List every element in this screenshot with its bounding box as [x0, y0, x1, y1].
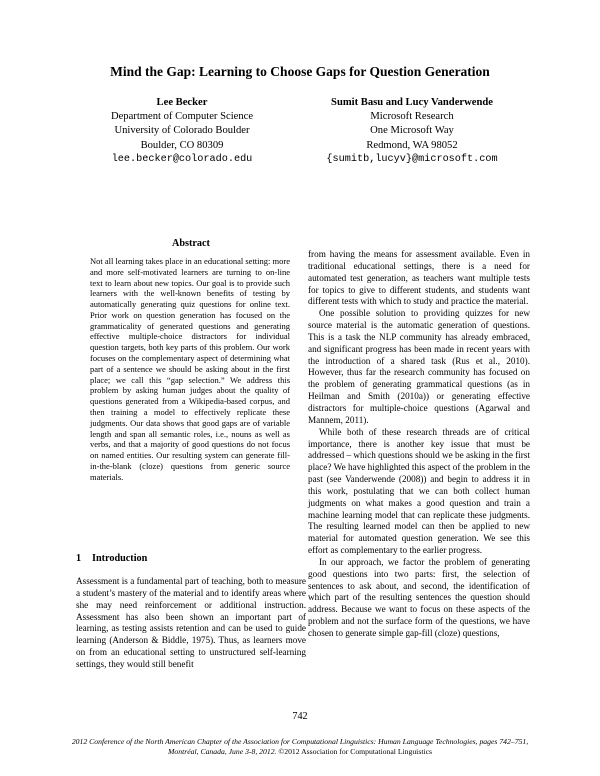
author-address: One Microsoft Way [370, 125, 454, 137]
author-name: Sumit Basu and Lucy Vanderwende [331, 97, 493, 108]
paper-title: Mind the Gap: Learning to Choose Gaps for Question Generation [110, 64, 490, 79]
author-address: Redmond, WA 98052 [366, 139, 458, 151]
paragraph: In our approach, we factor the problem of generating good questions into two parts: first, the selection of sentences to ask about, and second, the identification of which part of the resulting sentences the question should address. Because we want to focus on these aspects of the problem and not the surface form of the questions, we have chosen to generate simple gap-fill (cloze) questions, [308, 556, 530, 638]
paragraph: One possible solution to providing quizzes for new source material is the automatic generation of questions. This is a task the NLP community has already embraced, and significant progress has been made in recent years with the introduction of a shared task (Rus et al., 2010). However, thus far the research community has focused on the problem of generating grammatical questions (as in Heilman and Smith (2010a)) or generating effective distractors for multiple-choice questions (Agarwal and Mannem, 2011). [308, 308, 530, 425]
abstract-text: Not all learning takes place in an educational setting: more and more self-motivated learners are turning to on-line text to learn about new topics. Our goal is to provide such learners with the well-known benefits of testing by automatically generating quiz questions for online text. Prior work on question generation has focused on the grammaticality of generated questions and generating effective multiple-choice distractors for individual question targets, both key parts of this problem. Our work focuses on the complementary aspect of determining what part of a sentence we should be asking about in the first place; we call this “gap selection.” We address this problem by asking human judges about the quality of questions generated from a Wikipedia-based corpus, and then training a model to effectively replicate these judgments. Our data shows that good gaps are of variable length and span all semantic roles, i.e., nouns as well as verbs, and that a majority of good questions do not focus on named entities. Our resulting system can generate fill-in-the-blank (cloze) questions from generic source materials. [90, 256, 290, 482]
footer-copyright: ©2012 Association for Computational Linguistics [278, 747, 432, 756]
intro-left-column [76, 576, 306, 671]
paragraph: While both of these research threads are of critical importance, there is another key issue that must be addressed – which questions should we be asking in the first place? We have highlighted this aspect of the problem in the past (see Vanderwende (2008)) and begin to address it in this work, postulating that we can both collect human judgments on what makes a good question and train a machine learning model that can replicate these judgments. The resulting learned model can then be applied to new material for automated question generation. We see this effort as complementary to the earlier progress. [308, 426, 530, 556]
author-affiliation: Microsoft Research [370, 111, 454, 123]
abstract-body [90, 256, 290, 482]
footer-location: Montréal, Canada, June 3-8, 2012. [168, 747, 277, 756]
author-email: lee.becker@colorado.edu [111, 153, 253, 165]
right-column [308, 249, 530, 640]
footer-line-1: 2012 Conference of the North American Chapter of the Association for Computational Linguistics: Human Language Technologies, pages 742–751, [71, 737, 529, 746]
page-number: 742 [292, 711, 308, 722]
footer-line-2 [0, 747, 600, 757]
paragraph: from having the means for assessment available. Even in traditional educational settings, there is a need for automated test generation, as teachers want multiple tests for topics to give to different students, and students want different tests with which to study and practice the material. [308, 249, 530, 307]
author-affiliation: Department of Computer Science [110, 111, 254, 123]
section-number: 1 [76, 553, 82, 564]
author-address: Boulder, CO 80309 [140, 139, 224, 151]
author-affiliation: University of Colorado Boulder [114, 125, 250, 137]
section-title: Introduction [92, 553, 148, 564]
author-block-1 [82, 96, 282, 167]
paragraph: Assessment is a fundamental part of teaching, both to measure a student’s mastery of the material and to identify areas where she may need reinforcement or additional instruction. Assessment has also been shown an important part of learning, as testing assists retention and can be used to guide learning (Anderson & Biddle, 1975). Thus, as learners move on from an educational setting to unstructured self-learning settings, they would still benefit [76, 576, 306, 669]
author-block-2 [302, 96, 522, 167]
abstract-heading: Abstract [172, 238, 210, 249]
section-heading [76, 553, 147, 564]
author-email: {sumitb,lucyv}@microsoft.com [326, 153, 498, 165]
footer [0, 737, 600, 757]
author-name: Lee Becker [156, 97, 208, 108]
